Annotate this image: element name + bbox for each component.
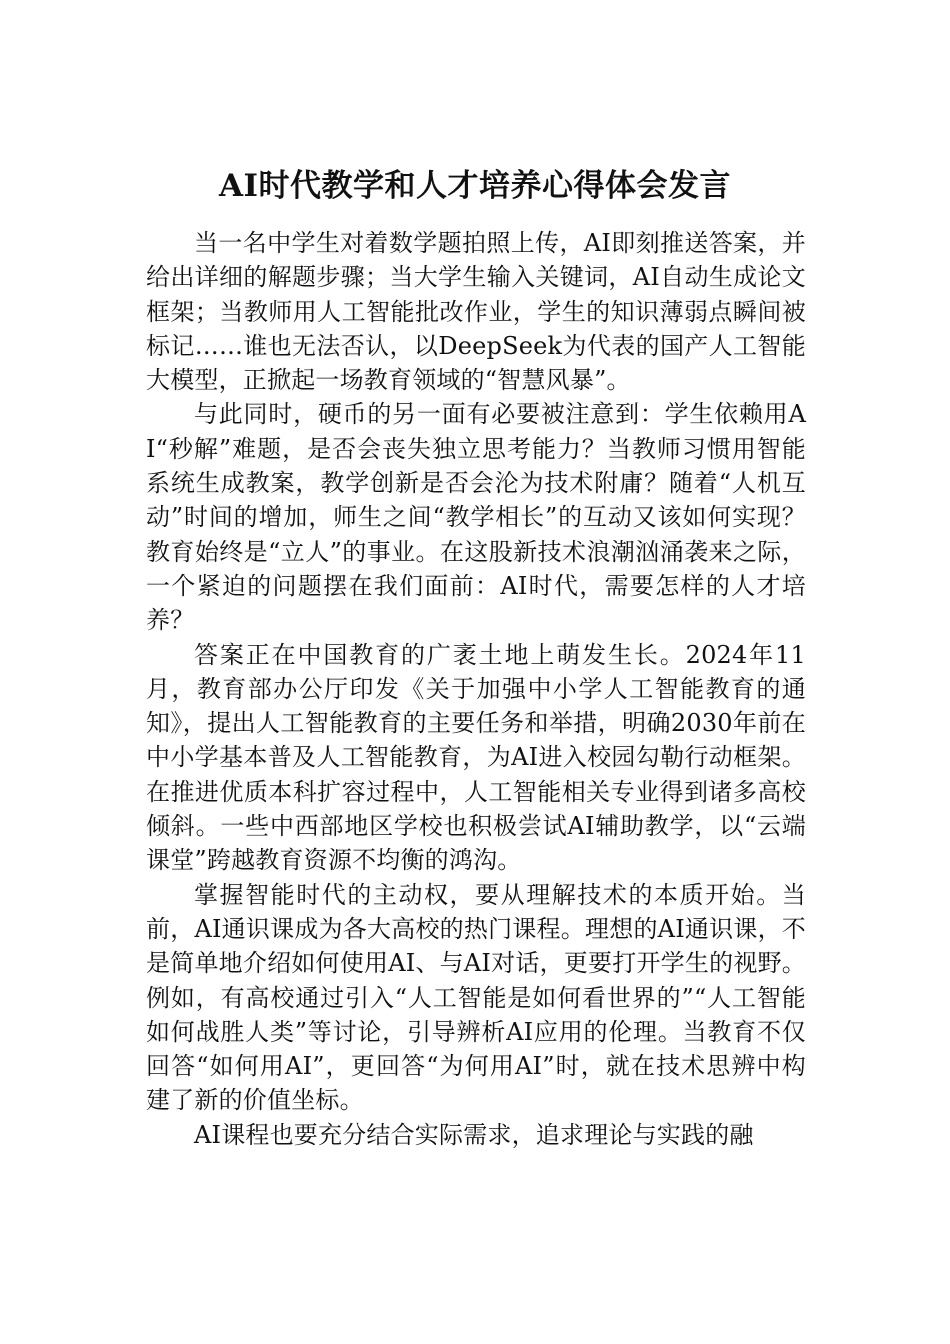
- paragraph-1: 当一名中学生对着数学题拍照上传，AI即刻推送答案，并给出详细的解题步骤；当大学生输入关键词，AI自动生成论文框架；当教师用人工智能批改作业，学生的知识薄弱点瞬间被标记……谁也无法否认，以DeepSeek为代表的国产人工智能大模型，正掀起一场教育领域的“智慧风暴”。: [146, 229, 806, 395]
- paragraph-5: AI课程也要充分结合实际需求，追求理论与实践的融: [194, 1120, 754, 1149]
- paragraph-4: 掌握智能时代的主动权，要从理解技术的本质开始。当前，AI通识课成为各大高校的热门课程。理想的AI通识课，不是简单地介绍如何使用AI、与AI对话，更要打开学生的视野。例如，有高校通过引入“人工智能是如何看世界的”“人工智能如何战胜人类”等讨论，引导辨析AI应用的伦理。当教育不仅回答“如何用AI”，更回答“为何用AI”时，就在技术思辨中构建了新的价值坐标。: [146, 880, 806, 1115]
- document-title: AI时代教学和人才培养心得体会发言: [218, 168, 732, 204]
- document-body: [146, 226, 806, 1152]
- paragraph-3: 答案正在中国教育的广袤土地上萌发生长。2024年11月，教育部办公厅印发《关于加强中小学人工智能教育的通知》，提出人工智能教育的主要任务和举措，明确2030年前在中小学基本普及人工智能教育，为AI进入校园勾勒行动框架。在推进优质本科扩容过程中，人工智能相关专业得到诸多高校倾斜。一些中西部地区学校也积极尝试AI辅助教学，以“云端课堂”跨越教育资源不均衡的鸿沟。: [146, 640, 806, 875]
- paragraph-2: 与此同时，硬币的另一面有必要被注意到：学生依赖用AI“秒解”难题，是否会丧失独立思考能力？当教师习惯用智能系统生成教案，教学创新是否会沦为技术附庸？随着“人机互动”时间的增加，师生之间“教学相长”的互动又该如何实现？教育始终是“立人”的事业。在这股新技术浪潮汹涌袭来之际，一个紧迫的问题摆在我们面前：AI时代，需要怎样的人才培养？: [146, 400, 806, 635]
